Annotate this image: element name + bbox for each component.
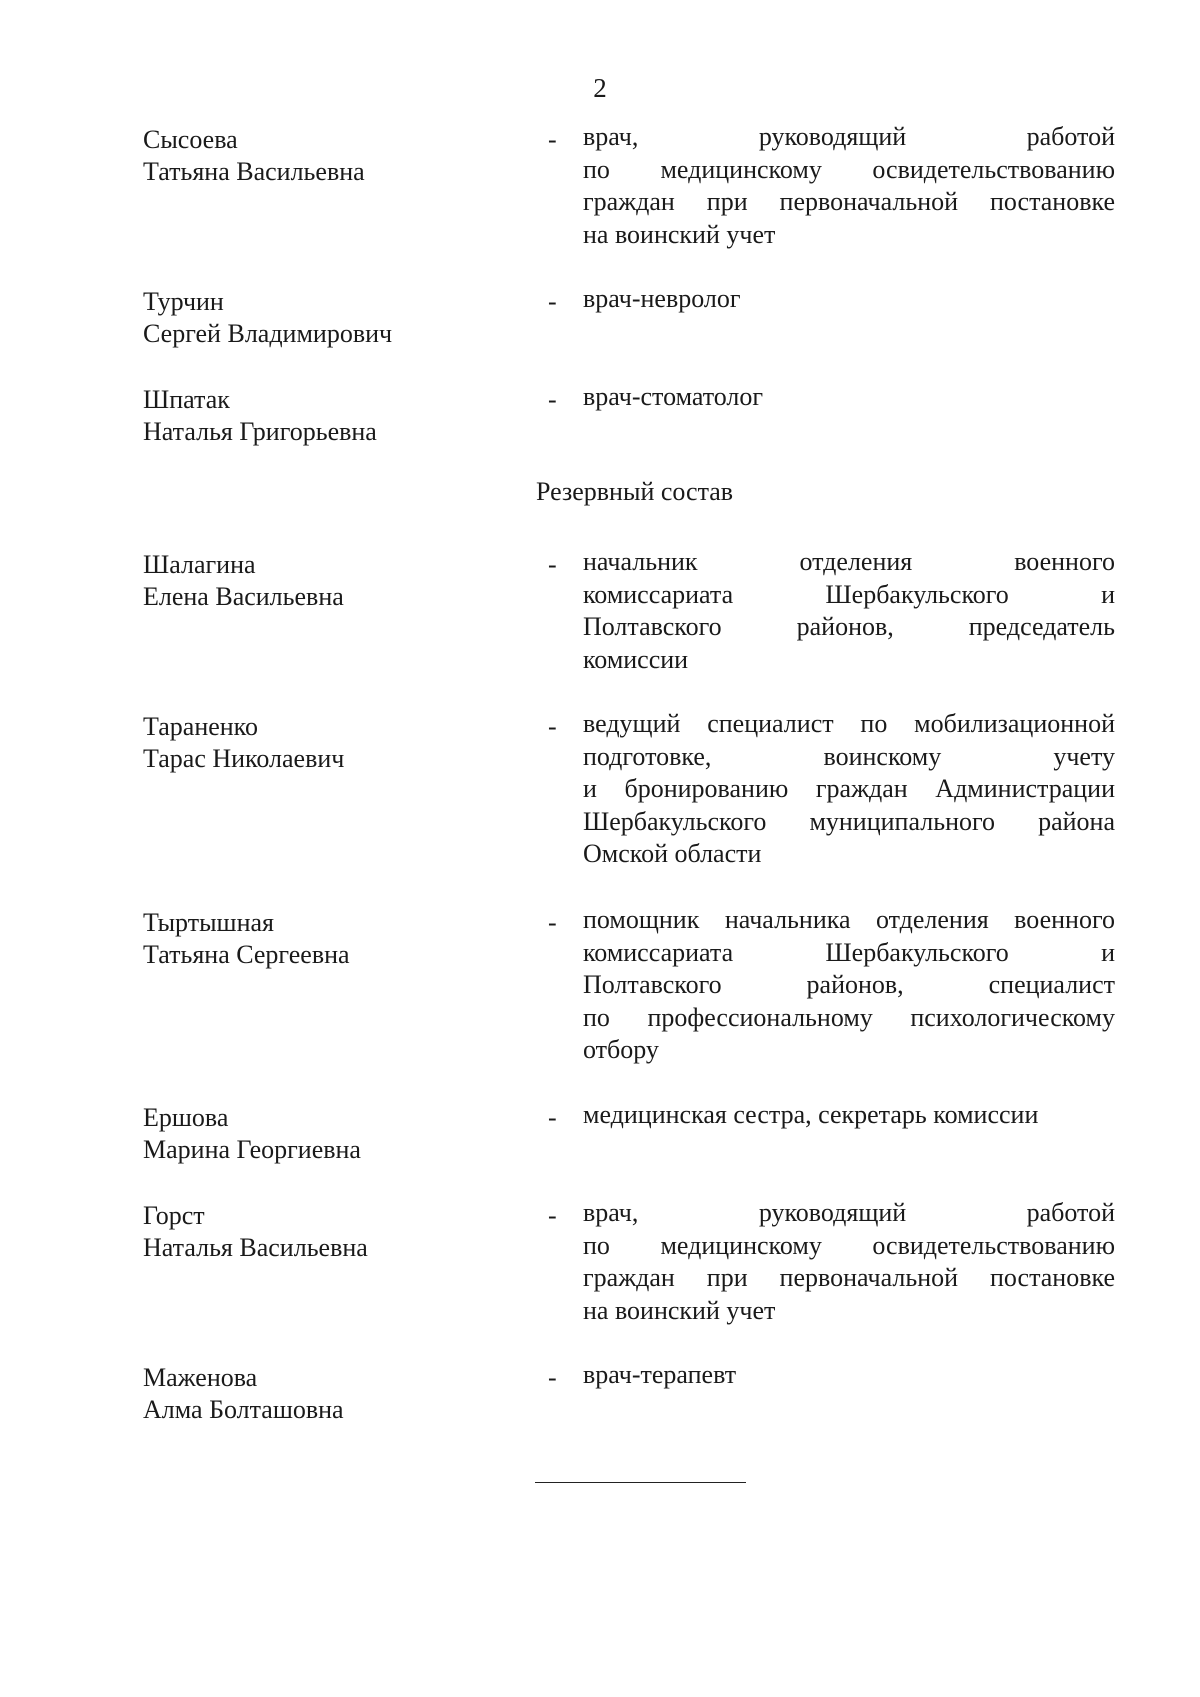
role-line: по медицинскому освидетельствованию — [583, 154, 1115, 184]
member-name — [143, 711, 523, 775]
member-name — [143, 124, 523, 188]
member-given-names: Марина Георгиевна — [143, 1135, 361, 1164]
member-role — [583, 904, 1115, 1067]
role-line: врач-невролог — [583, 284, 741, 313]
member-surname: Шпатак — [143, 385, 230, 414]
role-dash: - — [548, 1201, 557, 1230]
role-line: ведущий специалист по мобилизационной — [583, 709, 1115, 738]
member-name — [143, 907, 523, 971]
member-given-names: Наталья Васильевна — [143, 1233, 368, 1262]
page-number: 2 — [593, 73, 607, 103]
role-line: Омской области — [583, 839, 762, 868]
role-line: по профессиональному психологическому — [583, 1002, 1115, 1032]
role-line: комиссариата Шербакульского и — [583, 579, 1115, 609]
role-dash: - — [548, 550, 557, 579]
member-given-names: Сергей Владимирович — [143, 319, 393, 348]
member-role — [583, 381, 1115, 414]
role-dash: - — [548, 1103, 557, 1132]
role-dash: - — [548, 287, 557, 316]
member-name — [143, 384, 523, 448]
role-line: Полтавского районов, председатель — [583, 612, 1115, 641]
member-role — [583, 1197, 1115, 1327]
role-dash: - — [548, 1363, 557, 1392]
member-surname: Маженова — [143, 1363, 258, 1392]
member-role — [583, 121, 1115, 251]
role-line: по медицинскому освидетельствованию — [583, 1230, 1115, 1260]
role-line: и бронированию граждан Администрации — [583, 774, 1115, 803]
end-of-list-rule — [535, 1482, 746, 1483]
role-line: отбору — [583, 1035, 659, 1064]
member-given-names: Алма Болташовна — [143, 1395, 344, 1424]
role-dash: - — [548, 712, 557, 741]
role-line: граждан при первоначальной постановке — [583, 187, 1115, 216]
role-line: врач, руководящий работой — [583, 1198, 1115, 1227]
member-name — [143, 1102, 523, 1166]
member-role — [583, 1099, 1115, 1132]
member-name — [143, 549, 523, 613]
member-given-names: Елена Васильевна — [143, 582, 344, 611]
member-surname: Шалагина — [143, 550, 256, 579]
member-surname: Сысоева — [143, 125, 238, 154]
role-line: врач-терапевт — [583, 1360, 737, 1389]
role-line: на воинский учет — [583, 219, 776, 249]
member-role — [583, 283, 1115, 316]
role-line: начальник отделения военного — [583, 547, 1115, 576]
role-dash: - — [548, 908, 557, 937]
role-line: помощник начальника отделения военного — [583, 905, 1115, 934]
role-line: врач-стоматолог — [583, 382, 764, 411]
role-line: комиссариата Шербакульского и — [583, 937, 1115, 967]
member-surname: Тыртышная — [143, 908, 274, 937]
role-dash: - — [548, 385, 557, 414]
reserve-section-title: Резервный состав — [536, 477, 734, 506]
member-given-names: Наталья Григорьевна — [143, 417, 377, 446]
member-name — [143, 1362, 523, 1426]
role-line: Шербакульского муниципального района — [583, 806, 1115, 836]
role-line: подготовке, воинскому учету — [583, 741, 1115, 771]
member-given-names: Тарас Николаевич — [143, 744, 345, 773]
member-surname: Турчин — [143, 287, 224, 316]
member-surname: Тараненко — [143, 712, 258, 741]
role-line: граждан при первоначальной постановке — [583, 1263, 1115, 1292]
role-line: медицинская сестра, секретарь комиссии — [583, 1100, 1039, 1129]
member-role — [583, 546, 1115, 676]
role-line: на воинский учет — [583, 1295, 776, 1325]
role-line: Полтавского районов, специалист — [583, 970, 1115, 999]
member-role — [583, 1359, 1115, 1392]
member-name — [143, 1200, 523, 1264]
member-given-names: Татьяна Васильевна — [143, 157, 365, 186]
role-line: комиссии — [583, 644, 689, 674]
role-dash: - — [548, 125, 557, 154]
member-role — [583, 708, 1115, 871]
member-given-names: Татьяна Сергеевна — [143, 940, 350, 969]
member-surname: Горст — [143, 1201, 205, 1230]
member-name — [143, 286, 523, 350]
role-line: врач, руководящий работой — [583, 122, 1115, 151]
member-surname: Ершова — [143, 1103, 229, 1132]
